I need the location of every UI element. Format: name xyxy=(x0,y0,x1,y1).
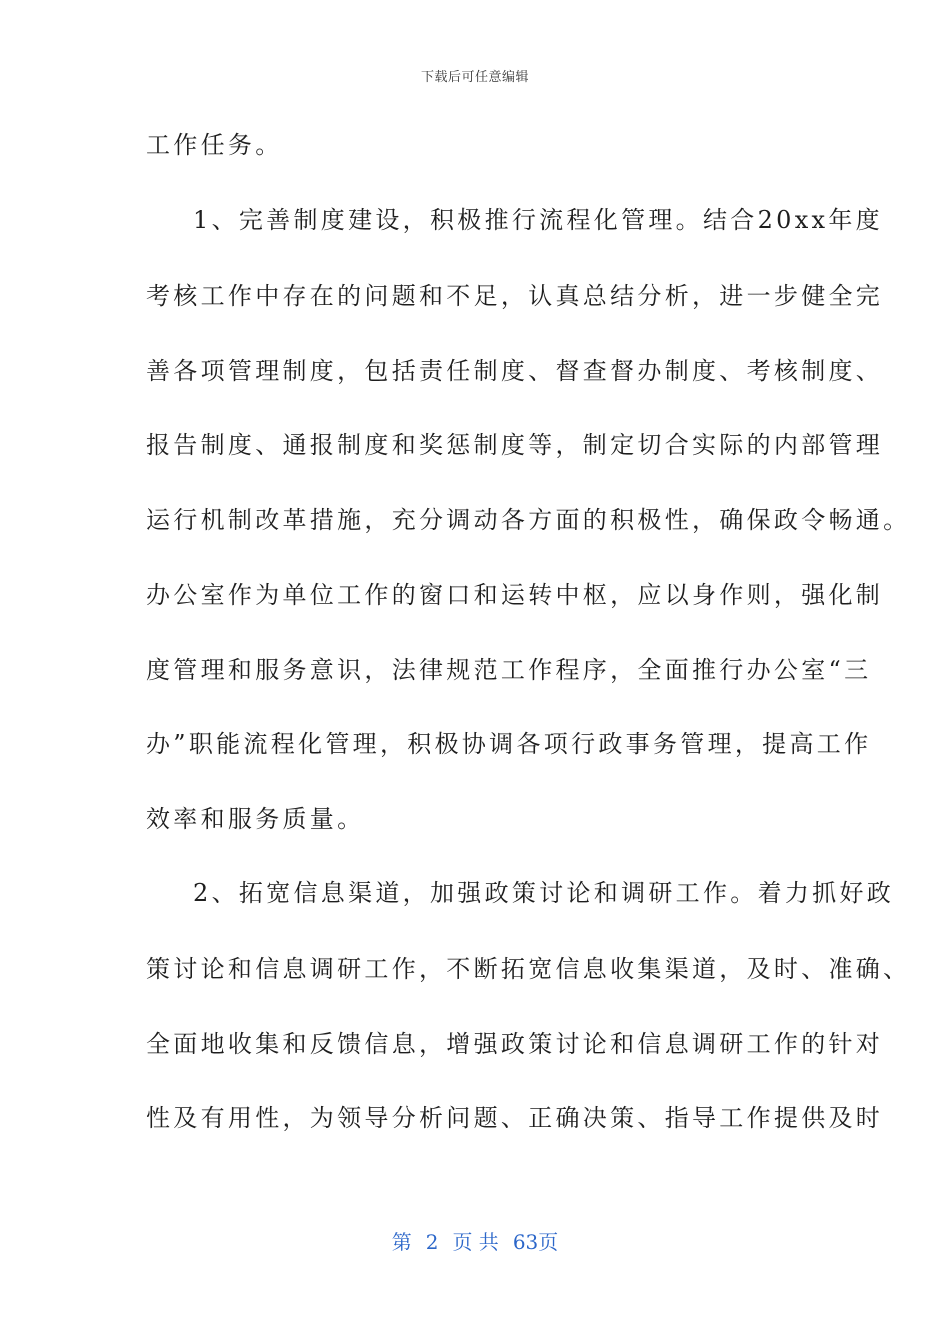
body-line-13: 全面地收集和反馈信息，增强政策讨论和信息调研工作的针对 xyxy=(146,1030,884,1058)
body-line-8: 度管理和服务意识，法律规范工作程序，全面推行办公室“三 xyxy=(146,656,872,684)
body-line-5: 报告制度、通报制度和奖惩制度等，制定切合实际的内部管理 xyxy=(146,431,884,459)
body-line-14: 性及有用性，为领导分析问题、正确决策、指导工作提供及时 xyxy=(146,1104,884,1132)
body-line-9: 办”职能流程化管理，积极协调各项行政事务管理，提高工作 xyxy=(146,730,872,758)
body-line-6: 运行机制改革措施，充分调动各方面的积极性，确保政令畅通。 xyxy=(146,506,911,534)
page-header: 下载后可任意编辑 xyxy=(420,70,529,85)
body-line-1: 工作任务。 xyxy=(146,131,283,159)
body-line-2: 1、完善制度建设，积极推行流程化管理。结合20xx年度 xyxy=(193,206,883,234)
footer-prefix: 第 xyxy=(391,1230,412,1254)
footer-page-number: 2 xyxy=(425,1230,439,1254)
body-line-11: 2、拓宽信息渠道，加强政策讨论和调研工作。着力抓好政 xyxy=(193,879,895,907)
page-footer xyxy=(0,1226,950,1255)
body-line-7: 办公室作为单位工作的窗口和运转中枢，应以身作则，强化制 xyxy=(146,581,884,609)
body-line-12: 策讨论和信息调研工作，不断拓宽信息收集渠道，及时、准确、 xyxy=(146,955,911,983)
footer-middle: 页 共 xyxy=(452,1230,499,1254)
footer-suffix: 页 xyxy=(538,1230,559,1254)
body-line-10: 效率和服务质量。 xyxy=(146,805,365,833)
footer-total-pages: 63 xyxy=(512,1230,539,1254)
body-line-3: 考核工作中存在的问题和不足，认真总结分析，进一步健全完 xyxy=(146,282,884,310)
body-line-4: 善各项管理制度，包括责任制度、督查督办制度、考核制度、 xyxy=(146,357,884,385)
